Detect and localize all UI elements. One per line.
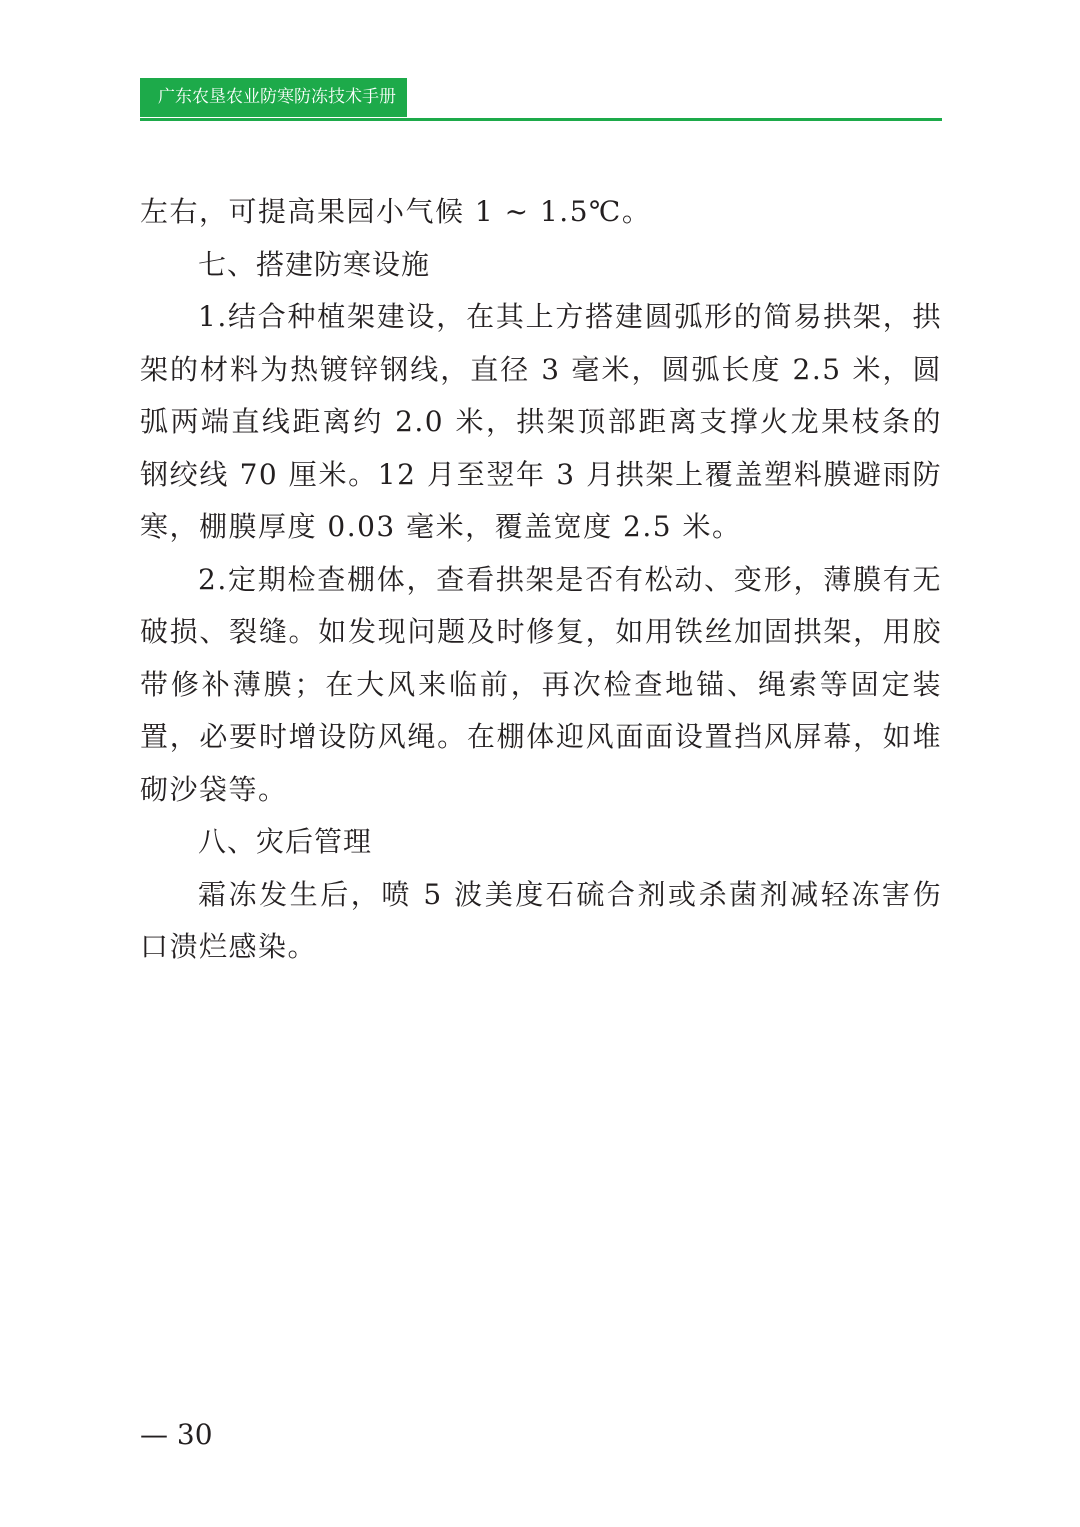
header-divider — [140, 118, 942, 121]
page-body — [140, 186, 942, 974]
section-heading-7: 七、搭建防寒设施 — [198, 247, 431, 281]
paragraph-continuation: 左右，可提高果园小气候 1 ~ 1.5℃。 — [140, 195, 652, 228]
paragraph-7-1: 1.结合种植架建设，在其上方搭建圆弧形的简易拱架，拱架的材料为热镀锌钢线，直径 3 毫米，圆弧长度 2.5 米，圆弧两端直线距离约 2.0 米，拱架顶部距离支撑火龙果枝条的钢绞线 70 厘米。12 月至翌年 3 月拱架上覆盖塑料膜避雨防寒，棚膜厚度 0.03 毫米，覆盖宽度 2.5 米。 — [140, 300, 942, 543]
paragraph-7-2: 2.定期检查棚体，查看拱架是否有松动、变形，薄膜有无破损、裂缝。如发现问题及时修复，如用铁丝加固拱架，用胶带修补薄膜；在大风来临前，再次检查地锚、绳索等固定装置，必要时增设防风绳。在棚体迎风面面设置挡风屏幕，如堆砌沙袋等。 — [140, 562, 942, 806]
paragraph-8-1: 霜冻发生后，喷 5 波美度石硫合剂或杀菌剂减轻冻害伤口溃烂感染。 — [140, 877, 942, 963]
section-heading-8: 八、灾后管理 — [198, 825, 373, 858]
page-number: — 30 — [140, 1418, 213, 1451]
running-header-title: 广东农垦农业防寒防冻技术手册 — [140, 78, 407, 117]
